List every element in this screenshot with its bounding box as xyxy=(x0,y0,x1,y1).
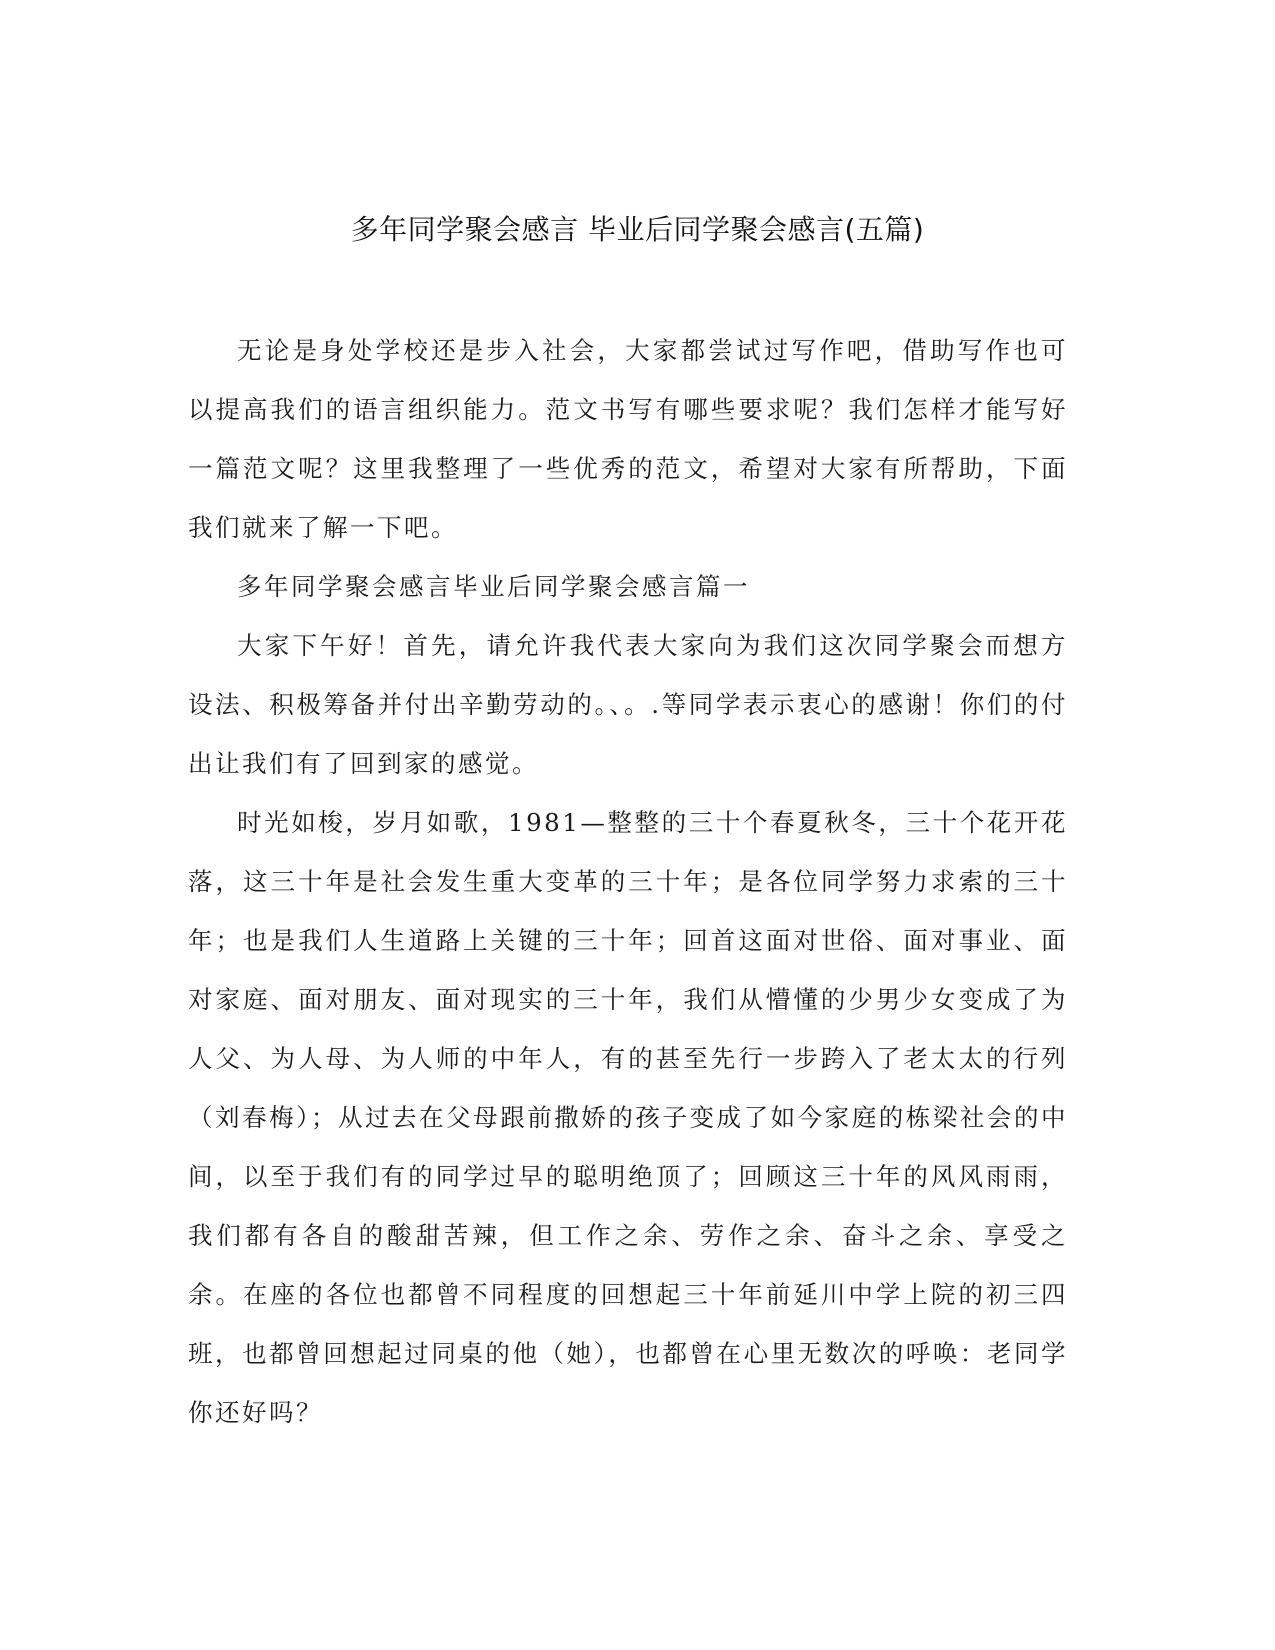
section-heading: 多年同学聚会感言毕业后同学聚会感言篇一 xyxy=(237,572,750,601)
document-title: 多年同学聚会感言 毕业后同学聚会感言(五篇) xyxy=(350,213,925,246)
paragraph-reflection: 时光如梭，岁月如歌，1981—整整的三十个春夏秋冬，三十个花开花落，这三十年是社会发生重大变革的三十年；是各位同学努力求索的三十年；也是我们人生道路上关键的三十年；回首这面对世俗、面对事业、面对家庭、面对朋友、面对现实的三十年，我们从懵懂的少男少女变成了为人父、为人母、为人师的中年人，有的甚至先行一步跨入了老太太的行列（刘春梅）；从过去在父母跟前撒娇的孩子变成了如今家庭的栋梁社会的中间，以至于我们有的同学过早的聪明绝顶了；回顾这三十年的风风雨雨，我们都有各自的酸甜苦辣，但工作之余、劳作之余、奋斗之余、享受之余。在座的各位也都曾不同程度的回想起三十年前延川中学上院的初三四班，也都曾回想起过同桌的他（她），也都曾在心里无数次的呼唤：老同学你还好吗？ xyxy=(188,808,1068,1427)
paragraph-greeting: 大家下午好！首先，请允许我代表大家向为我们这次同学聚会而想方设法、积极筹备并付出辛勤劳动的。、。.等同学表示衷心的感谢！你们的付出让我们有了回到家的感觉。 xyxy=(188,631,1068,778)
document-body xyxy=(188,321,1068,1442)
paragraph-intro: 无论是身处学校还是步入社会，大家都尝试过写作吧，借助写作也可以提高我们的语言组织能力。范文书写有哪些要求呢？我们怎样才能写好一篇范文呢？这里我整理了一些优秀的范文，希望对大家有所帮助，下面我们就来了解一下吧。 xyxy=(188,336,1068,542)
